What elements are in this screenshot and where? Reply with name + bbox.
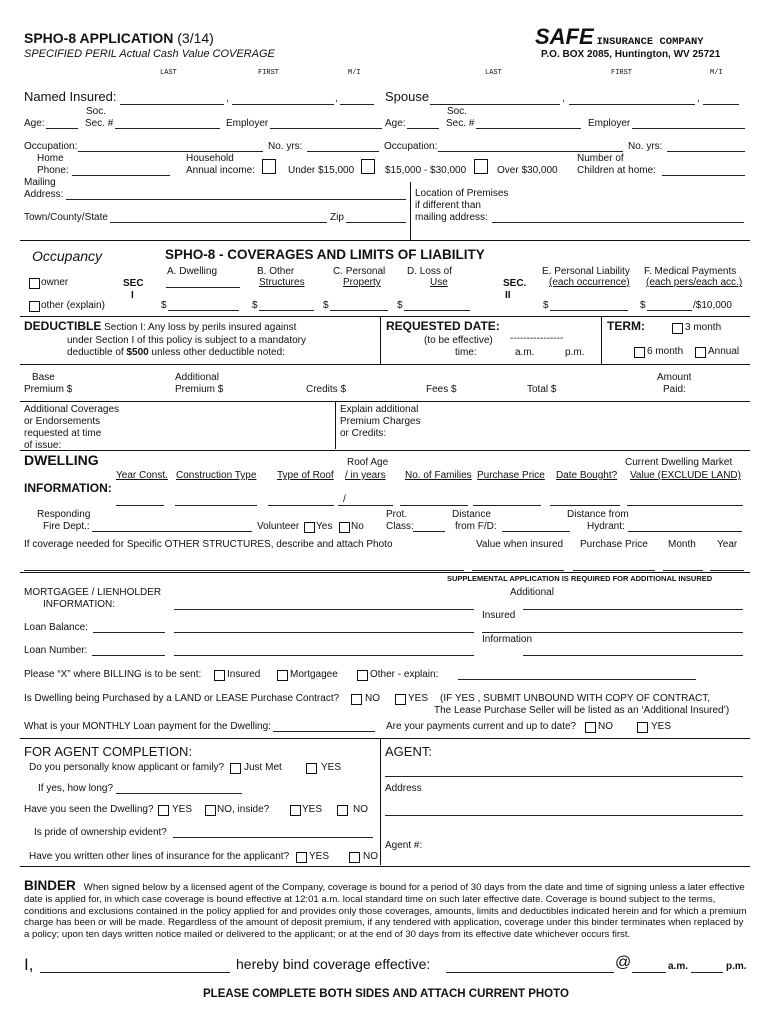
value-insured-field[interactable]: [472, 570, 564, 571]
term-3-month-label: 3 month: [685, 322, 722, 333]
deductible-title: DEDUCTIBLE: [24, 319, 102, 333]
spouse-ssn-field[interactable]: [476, 128, 581, 129]
spouse-mi-field[interactable]: [703, 104, 739, 105]
company-name: [535, 24, 704, 49]
monthly-payment-field[interactable]: [273, 731, 375, 732]
form-subtitle: SPECIFIED PERIL Actual Cash Value COVERAGE: [24, 48, 275, 60]
deductible-text-3a: deductible of: [67, 347, 127, 358]
billing-label: Please “X” where BILLING is to be sent:: [24, 669, 202, 680]
mortgagee-name-field[interactable]: [174, 609, 474, 610]
household-label: Household: [186, 153, 234, 164]
children-label: Children at home:: [577, 165, 656, 176]
billing-insured-checkbox[interactable]: [214, 670, 225, 681]
year-const-field[interactable]: [116, 505, 164, 506]
other-structures-field[interactable]: [24, 570, 464, 571]
amount-paid-label-2: Paid:: [663, 384, 686, 395]
location-premises-label: Location of Premises: [415, 188, 509, 199]
time-pm-label: p.m.: [565, 347, 585, 358]
coverage-d-label-1: D. Loss of: [407, 266, 453, 277]
deductible-amount: $500: [126, 347, 149, 358]
comma: ,: [226, 93, 229, 104]
billing-other-label: Other - explain:: [370, 669, 439, 680]
bind-pm-field[interactable]: [691, 972, 723, 973]
coverages-title: SPHO-8 - COVERAGES AND LIMITS OF LIABILITY: [165, 247, 485, 262]
prot-class-field[interactable]: [413, 531, 445, 532]
spouse-first-field[interactable]: [569, 104, 695, 105]
explain-label-3: or Credits:: [340, 428, 387, 439]
label-last-1: LAST: [160, 69, 177, 77]
bind-at-symbol: @: [615, 954, 632, 971]
pride-text: Is pride of ownership evident?: [34, 827, 167, 838]
insured-employer-field[interactable]: [270, 128, 382, 129]
distance-fd-field[interactable]: [502, 531, 570, 532]
dollar-f: $: [640, 300, 646, 311]
billing-other-field[interactable]: [458, 679, 696, 680]
coverage-b-label-2: Structures: [259, 277, 305, 288]
payments-current-yes-label: YES: [651, 721, 672, 732]
owner-label: owner: [41, 277, 69, 288]
inside-no-label: NO: [353, 804, 368, 815]
distance-label: Distance: [452, 509, 491, 520]
coverage-d-label-2: Use: [430, 277, 448, 288]
comma: ,: [562, 93, 565, 104]
income-over-30000-checkbox[interactable]: [474, 159, 488, 174]
volunteer-yes-checkbox[interactable]: [304, 522, 315, 533]
supplemental-notice: SUPPLEMENTAL APPLICATION IS REQUIRED FOR ADDITIONAL INSURED: [447, 574, 713, 583]
coverage-b-label-1: B. Other: [257, 266, 295, 277]
income-15000-30000-checkbox[interactable]: [361, 159, 375, 174]
label-first-1: FIRST: [258, 69, 280, 77]
coverage-e-amount-field[interactable]: [550, 310, 628, 311]
divider: [20, 240, 750, 241]
addcov-label-4: of issue:: [24, 440, 62, 451]
explain-label-2: Premium Charges: [340, 416, 421, 427]
divider: [20, 401, 750, 402]
additional-label-1: Additional: [175, 372, 219, 383]
land-lease-no-checkbox[interactable]: [351, 694, 362, 705]
other-lines-label: Have you written other lines of insurance for the applicant?: [29, 851, 290, 862]
zip-label: Zip: [330, 212, 344, 223]
bind-date-field[interactable]: [446, 972, 614, 973]
deductible-text-3c: unless other deductible noted:: [148, 347, 285, 358]
spouse-employer-field[interactable]: [632, 128, 745, 129]
just-met-label: Just Met: [244, 762, 282, 773]
employer-label-2: Employer: [588, 118, 631, 129]
agent-address-field[interactable]: [385, 815, 743, 816]
sec-ii-label-2: II: [505, 290, 511, 301]
coverage-f-label-1: F. Medical Payments: [644, 266, 737, 277]
loan-balance-field[interactable]: [93, 632, 165, 633]
if-yes-note: (IF YES , SUBMIT UNBOUND WITH COPY OF CONTRACT,: [440, 693, 711, 704]
owner-checkbox[interactable]: [29, 278, 40, 289]
sec-ii-label-1: SEC.: [503, 278, 527, 289]
pride-label: [34, 827, 167, 839]
fire-dept-label: Fire Dept.:: [43, 521, 90, 532]
spouse-last-field[interactable]: [430, 104, 560, 105]
dollar-e: $: [543, 300, 549, 311]
company-safe: SAFE: [535, 24, 594, 49]
roof-age-label-1: Roof Age: [347, 457, 389, 468]
other-lines-no-label: NO: [363, 851, 378, 862]
hydrant-field[interactable]: [628, 531, 742, 532]
divider: [410, 182, 411, 240]
hydrant-label: Hydrant:: [587, 521, 625, 532]
value-insured-label: Value when insured: [476, 539, 564, 550]
term-annual-checkbox[interactable]: [695, 347, 706, 358]
occupation-label-2: Occupation:: [384, 141, 438, 152]
income-15000-30000-label: $15,000 - $30,000: [385, 165, 467, 176]
insured-years-field[interactable]: [307, 151, 379, 152]
divider: [20, 450, 750, 451]
class-label: Class:: [386, 521, 414, 532]
base-label-1: Base: [32, 372, 55, 383]
term-annual-label: Annual: [708, 346, 740, 357]
sec-label-1: Sec. #: [85, 118, 114, 129]
dollar-b: $: [252, 300, 258, 311]
sec-label-2: Sec. #: [446, 118, 475, 129]
annual-income-label: Annual income:: [186, 165, 255, 176]
responding-label: Responding: [37, 509, 91, 520]
seen-no-inside-label: NO, inside?: [217, 804, 270, 815]
other-occupancy-label: other (explain): [41, 300, 105, 311]
insured-mi-field[interactable]: [340, 104, 374, 105]
address-label: Address:: [24, 189, 64, 200]
seen-yes-checkbox[interactable]: [158, 805, 169, 816]
mortgagee-city-field[interactable]: [174, 655, 474, 656]
roof-age-label-2: / in years: [345, 470, 386, 481]
market-value-field[interactable]: [627, 505, 743, 506]
coverage-a-label: A. Dwelling: [167, 266, 218, 277]
company-insurance: INSURANCE COMPANY: [596, 36, 704, 48]
purchase-price-2-field[interactable]: [573, 570, 655, 571]
spouse-years-field[interactable]: [667, 151, 745, 152]
mailing-label: Mailing: [24, 177, 56, 188]
payments-current-label: Are your payments current and up to date?: [386, 721, 577, 732]
term-label: TERM:: [607, 319, 645, 333]
agent-label: AGENT:: [385, 744, 432, 759]
additional-insured-field-2[interactable]: [482, 632, 743, 633]
agent-signature-field[interactable]: [40, 972, 230, 973]
divider: [20, 316, 750, 317]
dwelling-info-title: INFORMATION:: [24, 481, 112, 495]
to-be-effective-label: (to be effective): [424, 335, 493, 346]
inside-no-checkbox[interactable]: [337, 805, 348, 816]
payments-current-no-label: NO: [598, 721, 613, 732]
insured-ssn-field[interactable]: [115, 128, 220, 129]
divider: [20, 572, 750, 573]
additional-insured-label-3: Information: [482, 634, 533, 645]
time-am-label: a.m.: [515, 347, 535, 358]
agent-completion-title: FOR AGENT COMPLETION:: [24, 744, 193, 759]
volunteer-label: Volunteer: [257, 521, 300, 532]
employer-label-1: Employer: [226, 118, 269, 129]
town-field[interactable]: [110, 222, 327, 223]
coverage-c-label-1: C. Personal: [333, 266, 386, 277]
total-label: Total $: [527, 384, 557, 395]
coverage-c-label-2: Property: [343, 277, 381, 288]
binder-i: I,: [24, 955, 34, 974]
deductible-line-2: under Section I of this policy is subject to a mandatory: [67, 335, 307, 346]
time-label: time:: [455, 347, 477, 358]
billing-insured-label: Insured: [227, 669, 261, 680]
insured-occupation-field[interactable]: [78, 151, 263, 152]
additional-insured-field-1[interactable]: [523, 609, 743, 610]
agent-address-label: Address: [385, 783, 422, 794]
sec-i-label-1: SEC: [123, 278, 144, 289]
spouse-occupation-field[interactable]: [438, 151, 623, 152]
distance-hydrant-label: Distance from: [567, 509, 629, 520]
additional-insured-label-2: Insured: [482, 610, 516, 621]
dwelling-title: DWELLING: [24, 452, 99, 468]
home-label: Home: [37, 153, 64, 164]
binder-title: BINDER: [24, 878, 76, 893]
roof-age-slash: /: [343, 494, 346, 505]
addcov-label-3: requested at time: [24, 428, 102, 439]
children-field[interactable]: [662, 175, 745, 176]
market-value-label-2: Value (EXCLUDE LAND): [630, 470, 741, 481]
date-bought-field[interactable]: [550, 505, 620, 506]
bind-coverage-label: hereby bind coverage effective:: [236, 956, 431, 972]
from-fd-label: from F/D:: [455, 521, 497, 532]
dollar-c: $: [323, 300, 329, 311]
billing-mortgagee-checkbox[interactable]: [277, 670, 288, 681]
divider: [20, 738, 750, 739]
how-long-label: If yes, how long?: [38, 783, 114, 794]
spouse-age-field[interactable]: [407, 128, 439, 129]
loan-balance-label: Loan Balance:: [24, 622, 88, 633]
deductible-line-3: [67, 347, 285, 359]
sec-i-label-2: I: [131, 290, 134, 301]
named-insured-label: Named Insured:: [24, 89, 117, 104]
form-date: (3/14): [177, 30, 214, 46]
coverage-d-amount-field[interactable]: [404, 310, 470, 311]
home-phone-field[interactable]: [72, 175, 170, 176]
month-label: Month: [668, 539, 696, 550]
addcov-label-2: or Endorsements: [24, 416, 101, 427]
land-lease-label: Is Dwelling being Purchased by a LAND or LEASE Purchase Contract?: [24, 693, 340, 704]
payments-current-yes-checkbox[interactable]: [637, 722, 648, 733]
divider: [20, 364, 750, 365]
year-label: Year: [717, 539, 738, 550]
agent-number-label: Agent #:: [385, 840, 423, 851]
amount-paid-label-1: Amount: [657, 372, 692, 383]
pride-field[interactable]: [173, 837, 373, 838]
other-structures-label: If coverage needed for Specific OTHER STRUCTURES, describe and attach Photo: [24, 539, 393, 550]
coverage-f-amount: /$10,000: [693, 300, 732, 311]
term-3-month-checkbox[interactable]: [672, 323, 683, 334]
divider: [20, 866, 750, 867]
volunteer-yes-label: Yes: [316, 521, 333, 532]
just-met-checkbox[interactable]: [230, 763, 241, 774]
bind-am-label: a.m.: [668, 961, 689, 972]
requested-date-label: REQUESTED DATE:: [386, 319, 500, 333]
billing-mortgagee-label: Mortgagee: [290, 669, 338, 680]
divider: [601, 316, 602, 364]
insured-first-field[interactable]: [232, 104, 334, 105]
deductible-line-1: [24, 320, 296, 334]
inside-yes-checkbox[interactable]: [290, 805, 301, 816]
coverage-a-underline: [166, 287, 240, 288]
seen-yes-label: YES: [172, 804, 193, 815]
binder-text: When signed below by a licensed agent of the Company, coverage is bound for a period of 30 days from the date and time of signing unless a later effective date is applied for, in which case coverage is bound effective at 12:01 a.m. local standard time on such later effective date. Coverage is bound subject to the terms, conditions and exclusions contained in the policy applied for and provides only those coverages, amounts, limits and deductibles indicated herein and for which a premium charge has been or will be made. Regardless of the amount of deposit premium, if any tendered with application, coverage under this binder terminates when replaced by a policy; upon ten days written notice mailed or delivered to the applicant; or at the end of 30 days from its effective date whichever occurs first.: [24, 882, 747, 940]
roof-age-field[interactable]: [338, 505, 393, 506]
divider: [335, 401, 336, 449]
occupancy-label: Occupancy: [32, 248, 103, 264]
phone-label: Phone:: [37, 165, 69, 176]
requested-date-field[interactable]: ----------------: [510, 333, 564, 344]
label-last-2: LAST: [485, 69, 502, 77]
form-code: SPHO-8 APPLICATION: [24, 30, 174, 46]
zip-field[interactable]: [346, 222, 406, 223]
market-value-label-1: Current Dwelling Market: [625, 457, 733, 468]
age-label-2: Age:: [385, 118, 406, 129]
families-field[interactable]: [400, 505, 468, 506]
soc-label-1: Soc.: [86, 106, 107, 117]
billing-other-checkbox[interactable]: [357, 670, 368, 681]
monthly-payment-label: What is your MONTHLY Loan payment for the Dwelling:: [24, 721, 271, 732]
roof-type-label: Type of Roof: [277, 470, 334, 481]
land-lease-yes-label: YES: [408, 693, 429, 704]
const-type-field[interactable]: [175, 505, 257, 506]
seen-dwelling-label: Have you seen the Dwelling?: [24, 804, 154, 815]
volunteer-no-checkbox[interactable]: [339, 522, 350, 533]
know-applicant-label: Do you personally know applicant or family?: [29, 762, 225, 773]
year-const-label: Year Const.: [116, 470, 168, 481]
if-different-label: if different than: [415, 200, 481, 211]
spouse-label: Spouse: [385, 89, 430, 104]
divider: [380, 316, 381, 364]
deductible-text-1: Section I: Any loss by perils insured against: [104, 322, 297, 333]
mailing-address-label: mailing address:: [415, 212, 488, 223]
other-occupancy-checkbox[interactable]: [29, 301, 40, 312]
mortgagee-label-2: INFORMATION:: [43, 599, 116, 610]
coverage-f-amount-field[interactable]: [647, 310, 692, 311]
seen-no-checkbox[interactable]: [205, 805, 216, 816]
loan-number-label: Loan Number:: [24, 645, 88, 656]
explain-label-1: Explain additional: [340, 404, 419, 415]
coverage-a-amount-field[interactable]: [168, 310, 239, 311]
additional-insured-label-1: Additional: [510, 587, 554, 598]
other-lines-no-checkbox[interactable]: [349, 852, 360, 863]
coverage-e-label-1: E. Personal Liability: [542, 266, 630, 277]
occupation-label-1: Occupation:: [24, 141, 78, 152]
dollar-d: $: [397, 300, 403, 311]
payments-current-no-checkbox[interactable]: [585, 722, 596, 733]
addcov-label-1: Additional Coverages: [24, 404, 120, 415]
coverage-e-label-2: (each occurrence): [549, 277, 630, 288]
other-lines-yes-checkbox[interactable]: [296, 852, 307, 863]
label-mi-1: M/I: [348, 69, 361, 77]
credits-label: Credits $: [306, 384, 347, 395]
term-6-month-checkbox[interactable]: [634, 347, 645, 358]
no-yrs-label-1: No. yrs:: [268, 141, 303, 152]
form-title: [24, 30, 214, 46]
insured-last-field[interactable]: [120, 104, 224, 105]
date-bought-label: Date Bought?: [556, 470, 618, 481]
roof-type-field[interactable]: [268, 505, 334, 506]
binder-paragraph: [24, 878, 748, 940]
land-lease-yes-checkbox[interactable]: [395, 694, 406, 705]
number-of-label: Number of: [577, 153, 624, 164]
agent-name-field[interactable]: [385, 776, 743, 777]
fees-label: Fees $: [426, 384, 457, 395]
other-lines-yes-label: YES: [309, 851, 330, 862]
purchase-price-2-label: Purchase Price: [580, 539, 648, 550]
label-mi-2: M/I: [710, 69, 723, 77]
insured-age-field[interactable]: [46, 128, 78, 129]
mortgagee-address-field[interactable]: [174, 632, 474, 633]
const-type-label: Construction Type: [176, 470, 257, 481]
label-first-2: FIRST: [611, 69, 633, 77]
lease-seller-note: The Lease Purchase Seller will be listed as an ‘Additional Insured’): [434, 705, 730, 716]
footer-notice: PLEASE COMPLETE BOTH SIDES AND ATTACH CURRENT PHOTO: [203, 988, 569, 1000]
town-label: Town/County/State: [24, 212, 108, 223]
coverage-c-amount-field[interactable]: [330, 310, 388, 311]
year-field[interactable]: [710, 570, 744, 571]
dollar-a: $: [161, 300, 167, 311]
coverage-b-amount-field[interactable]: [259, 310, 314, 311]
additional-label-2: Premium $: [175, 384, 224, 395]
income-over-30000-label: Over $30,000: [497, 165, 558, 176]
additional-insured-field-3[interactable]: [523, 655, 743, 656]
comma: ,: [335, 93, 338, 104]
land-lease-no-label: NO: [365, 693, 380, 704]
bind-time-field[interactable]: [632, 972, 666, 973]
bind-pm-label: p.m.: [726, 961, 747, 972]
income-under-15000-checkbox[interactable]: [262, 159, 276, 174]
how-long-field[interactable]: [116, 793, 242, 794]
base-label-2: Premium $: [24, 384, 73, 395]
mailing-address-field[interactable]: [66, 199, 406, 200]
know-yes-label: YES: [321, 762, 342, 773]
know-yes-checkbox[interactable]: [306, 763, 317, 774]
purchase-price-label: Purchase Price: [477, 470, 545, 481]
soc-label-2: Soc.: [447, 106, 468, 117]
families-label: No. of Families: [405, 470, 472, 481]
age-label-1: Age:: [24, 118, 45, 129]
no-yrs-label-2: No. yrs:: [628, 141, 663, 152]
loan-number-field[interactable]: [92, 655, 165, 656]
comma: ,: [697, 93, 700, 104]
premises-location-field[interactable]: [492, 222, 744, 223]
purchase-price-field[interactable]: [473, 505, 541, 506]
inside-yes-label: YES: [302, 804, 323, 815]
prot-label: Prot.: [386, 509, 408, 520]
coverage-f-label-2: (each pers/each acc.): [646, 277, 743, 288]
income-under-15000-label: Under $15,000: [288, 165, 355, 176]
term-6-month-label: 6 month: [647, 346, 684, 357]
mortgagee-label-1: MORTGAGEE / LIENHOLDER: [24, 587, 162, 598]
fire-dept-field[interactable]: [92, 531, 252, 532]
company-address: P.O. BOX 2085, Huntington, WV 25721: [541, 49, 721, 60]
divider: [380, 738, 381, 865]
volunteer-no-label: No: [351, 521, 364, 532]
month-field[interactable]: [663, 570, 703, 571]
